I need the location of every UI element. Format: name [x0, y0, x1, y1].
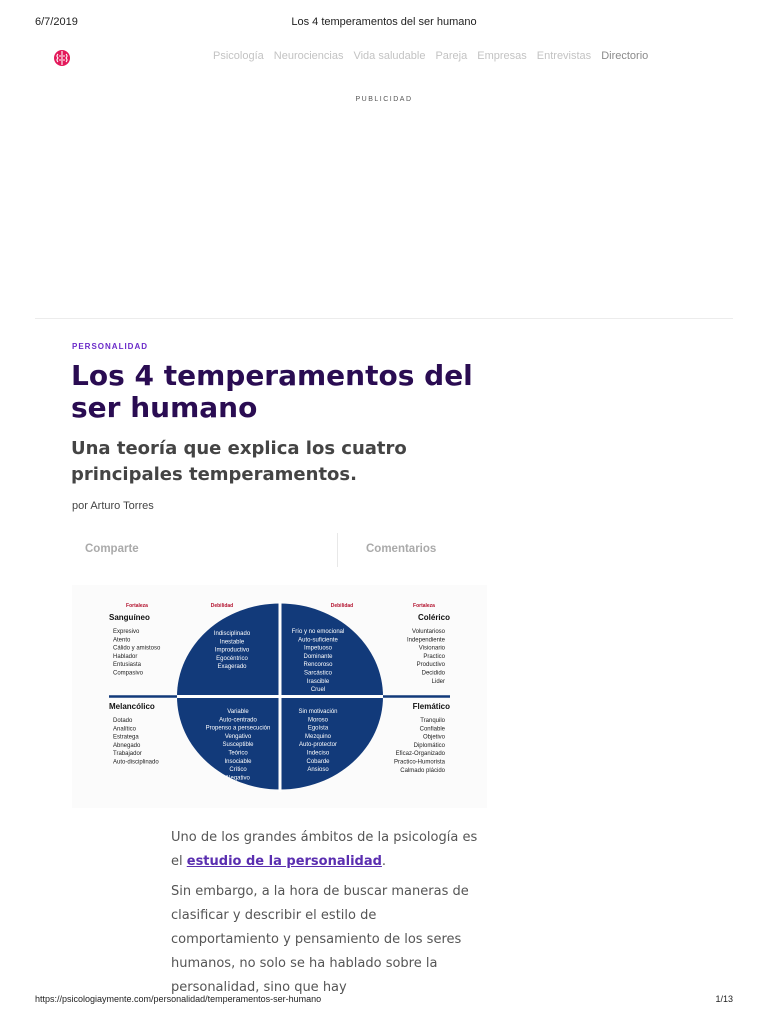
colerico-strengths-list — [407, 629, 446, 685]
sanguineo-weakness-item: Egocéntrico — [216, 655, 248, 662]
sanguineo-strength-item: Atento — [113, 637, 131, 644]
print-header-date: 6/7/2019 — [35, 16, 78, 28]
colerico-weakness-label: Debilidad — [330, 603, 354, 609]
flematico-weakness-item: Moroso — [307, 717, 329, 724]
flematico-strength-item: Calmado plácido — [400, 767, 445, 774]
flematico-strength-item: Diplomático — [413, 742, 445, 749]
colerico-strength-item: Independiente — [406, 637, 445, 644]
sanguineo-title: Sanguíneo — [109, 613, 150, 622]
colerico-strength-item: Visionario — [418, 645, 445, 652]
site-logo[interactable] — [52, 48, 72, 68]
flematico-weakness-item: Indeciso — [306, 750, 330, 757]
paragraph-1-text: Uno de los grandes ámbitos de la psicología es el — [171, 830, 478, 869]
nav-item-psicologia[interactable]: Psicología — [213, 50, 264, 62]
flematico-strength-item: Tranquilo — [420, 718, 445, 724]
flematico-weakness-item: Auto-protector — [298, 742, 338, 749]
article-author: por Arturo Torres — [72, 500, 154, 512]
comments-button[interactable]: Comentarios — [366, 543, 437, 555]
colerico-weakness-item: Rencoroso — [303, 662, 333, 669]
flematico-title: Flemático — [412, 702, 450, 711]
colerico-strength-item: Voluntarioso — [411, 629, 445, 635]
ad-label: PUBLICIDAD — [355, 96, 413, 103]
paragraph-1 — [171, 826, 481, 874]
flematico-strength-item: Practico-Humorista — [393, 759, 445, 766]
paragraph-2: Sin embargo, a la hora de buscar maneras de clasificar y describir el estilo de comportamiento y pensamiento de los seres humanos, no solo se ha hablado sobre la personalidad, sino que hay — [171, 884, 469, 995]
melancolico-weakness-item: Auto-centrado — [219, 717, 257, 724]
sanguineo-strength-item: Cálido y amistoso — [113, 645, 161, 652]
colerico-strength-item: Lider — [431, 678, 445, 685]
colerico-weakness-item: Auto-suficiente — [298, 637, 338, 644]
colerico-strength-item: Decidido — [421, 670, 445, 677]
flematico-strength-item: Objetivo — [422, 734, 445, 741]
colerico-strength-label: Fortaleza — [413, 603, 435, 609]
article-body — [171, 826, 481, 1006]
sanguineo-strength-label: Fortaleza — [126, 603, 148, 609]
article-category[interactable]: PERSONALIDAD — [72, 342, 149, 351]
melancolico-strengths-list — [113, 718, 159, 766]
melancolico-strength-item: Analítico — [113, 726, 137, 733]
melancolico-weakness-item: Negativo — [226, 775, 250, 782]
melancolico-weakness-item: Variable — [227, 709, 249, 715]
sanguineo-strength-item: Hablador — [113, 653, 138, 660]
colerico-weakness-item: Cruel — [310, 687, 326, 694]
sanguineo-strengths-list — [113, 629, 161, 677]
melancolico-strength-item: Dotado — [113, 718, 133, 724]
flematico-weakness-item: Cobarde — [306, 758, 330, 765]
colerico-strength-item: Practico — [423, 653, 445, 660]
personality-study-link[interactable]: estudio de la personalidad — [186, 854, 382, 869]
article-title: Los 4 temperamentos del ser humano — [71, 359, 473, 424]
colerico-weakness-item: Dominante — [303, 653, 333, 660]
flematico-weakness-item: Ansioso — [307, 767, 329, 774]
melancolico-strength-item: Trabajador — [113, 751, 142, 758]
print-footer-page: 1/13 — [715, 994, 733, 1004]
flematico-strength-item: Confiable — [419, 726, 445, 733]
colerico-weakness-item: Frío y no emocional — [291, 629, 345, 635]
nav-item-neurociencias[interactable]: Neurociencias — [273, 50, 344, 62]
sanguineo-weakness-item: Improductivo — [214, 647, 250, 654]
melancolico-strength-item: Estratega — [113, 734, 139, 741]
colerico-title: Colérico — [417, 613, 450, 622]
sanguineo-weakness-item: Indisciplinado — [213, 631, 251, 637]
melancolico-weakness-item: Insociable — [224, 758, 252, 765]
sanguineo-strength-item: Expresivo — [113, 629, 140, 635]
colerico-weakness-item: Irascible — [306, 678, 330, 685]
print-header-title: Los 4 temperamentos del ser humano — [291, 16, 477, 28]
flematico-weakness-item: Egoísta — [307, 725, 329, 732]
colerico-strength-item: Productivo — [416, 662, 445, 669]
colerico-weakness-item: Sarcástico — [303, 670, 333, 677]
melancolico-weakness-item: Propenso a persecución — [205, 725, 271, 732]
flematico-weakness-item: Sin motivación — [298, 709, 338, 715]
paragraph-1-end: . — [381, 854, 387, 869]
share-bar-separator — [337, 533, 338, 567]
print-footer-url: https://psicologiaymente.com/personalidad/temperamentos-ser-humano — [35, 994, 322, 1004]
temperaments-figure — [72, 585, 487, 808]
melancolico-strength-item: Auto-disciplinado — [113, 759, 159, 766]
brain-logo-icon — [52, 48, 72, 68]
article-subtitle: Una teoría que explica los cuatro principales temperamentos. — [71, 438, 407, 485]
sanguineo-weakness-item: Inestable — [219, 639, 245, 646]
melancolico-weakness-item: Crítico — [229, 767, 247, 774]
sanguineo-strength-item: Compasivo — [113, 670, 144, 677]
section-divider — [35, 318, 733, 319]
share-button[interactable]: Comparte — [85, 543, 139, 555]
sanguineo-strength-item: Entusiasta — [113, 662, 142, 669]
sanguineo-weakness-item: Exagerado — [217, 664, 247, 671]
main-nav — [213, 50, 648, 62]
nav-item-pareja[interactable]: Pareja — [435, 50, 468, 62]
nav-item-vida-saludable[interactable]: Vida saludable — [353, 50, 426, 62]
colerico-weakness-item: Impetuoso — [303, 645, 333, 652]
melancolico-weakness-item: Teórico — [228, 750, 248, 757]
melancolico-title: Melancólico — [109, 702, 155, 711]
sanguineo-weaknesses-list — [214, 631, 251, 670]
melancolico-weakness-item: Vengativo — [224, 733, 252, 740]
flematico-weakness-item: Mezquino — [304, 733, 332, 740]
melancolico-weakness-item: Susceptible — [222, 742, 254, 749]
sanguineo-weakness-label: Debilidad — [210, 603, 234, 609]
flematico-strengths-list — [394, 718, 446, 774]
nav-item-entrevistas[interactable]: Entrevistas — [536, 50, 592, 62]
flematico-strength-item: Eficaz-Organizado — [395, 751, 445, 758]
nav-item-empresas[interactable]: Empresas — [477, 50, 527, 62]
share-bar — [72, 533, 487, 567]
melancolico-strength-item: Abnegado — [113, 742, 141, 749]
nav-item-directorio[interactable]: Directorio — [601, 50, 649, 62]
